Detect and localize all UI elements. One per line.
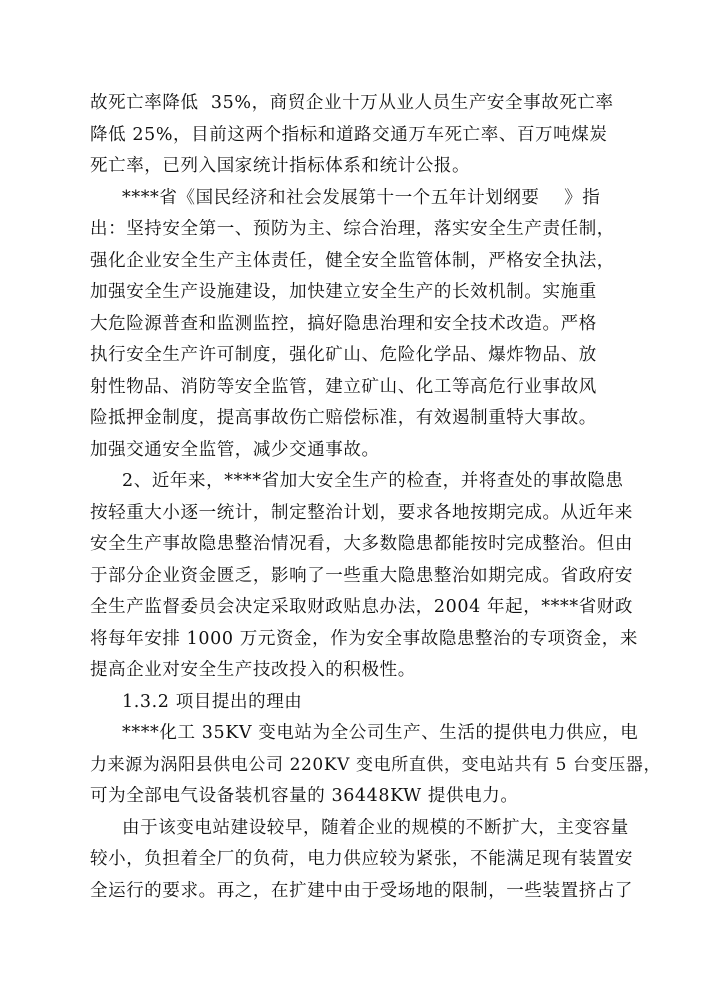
- text-line: 2、近年来，****省加大安全生产的检查，并将查处的事故隐患: [122, 471, 624, 491]
- text-line: 加强安全生产设施建设，加快建立安全生产的长效机制。实施重: [90, 282, 597, 302]
- text-line: 由于该变电站建设较早，随着企业的规模的不断扩大，主变容量: [122, 818, 629, 838]
- text-line: 强化企业安全生产主体责任，健全安全监管体制，严格安全执法，: [90, 251, 615, 271]
- text-line: 险抵押金制度，提高事故伤亡赔偿标准，有效遏制重特大事故。: [90, 408, 597, 428]
- text-line: 力来源为涡阳县供电公司 220KV 变电所直供，变电站共有 5 台变压器，: [90, 755, 662, 775]
- section-heading: 1.3.2 项目提出的理由: [122, 692, 303, 712]
- text-line: 射性物品、消防等安全监管，建立矿山、化工等高危行业事故风: [90, 377, 597, 397]
- text-line: 死亡率，已列入国家统计指标体系和统计公报。: [90, 156, 471, 176]
- text-line: 大危险源普查和监测监控，搞好隐患治理和安全技术改造。严格: [90, 314, 597, 334]
- text-line: 于部分企业资金匮乏，影响了一些重大隐患整治如期完成。省政府安: [90, 566, 633, 586]
- text-line: 降低 25%，目前这两个指标和道路交通万车死亡率、百万吨煤炭: [90, 125, 608, 145]
- text-line: ****化工 35KV 变电站为全公司生产、生活的提供电力供应，电: [122, 723, 639, 743]
- text-line: 安全生产事故隐患整治情况看，大多数隐患都能按时完成整治。但由: [90, 534, 633, 554]
- text-line: 可为全部电气设备装机容量的 36448KW 提供电力。: [90, 786, 519, 806]
- text-line: 执行安全生产许可制度，强化矿山、危险化学品、爆炸物品、放: [90, 345, 597, 365]
- text-line: 加强交通安全监管，减少交通事故。: [90, 440, 380, 460]
- text-line: 故死亡率降低 35%，商贸企业十万从业人员生产安全事故死亡率: [90, 93, 614, 113]
- text-line: ****省《国民经济和社会发展第十一个五年计划纲要 》指: [122, 188, 601, 208]
- text-line: 较小，负担着全厂的负荷，电力供应较为紧张，不能满足现有装置安: [90, 849, 633, 869]
- text-line: 出：坚持安全第一、预防为主、综合治理，落实安全生产责任制，: [90, 219, 615, 239]
- text-line: 按轻重大小逐一统计，制定整治计划，要求各地按期完成。从近年来: [90, 503, 633, 523]
- text-line: 全生产监督委员会决定采取财政贴息办法，2004 年起，****省财政: [90, 597, 633, 617]
- text-line: 提高企业对安全生产技改投入的积极性。: [90, 660, 416, 680]
- text-line: 将每年安排 1000 万元资金，作为安全事故隐患整治的专项资金，来: [90, 629, 638, 649]
- text-line: 全运行的要求。再之，在扩建中由于受场地的限制，一些装置挤占了: [90, 881, 633, 901]
